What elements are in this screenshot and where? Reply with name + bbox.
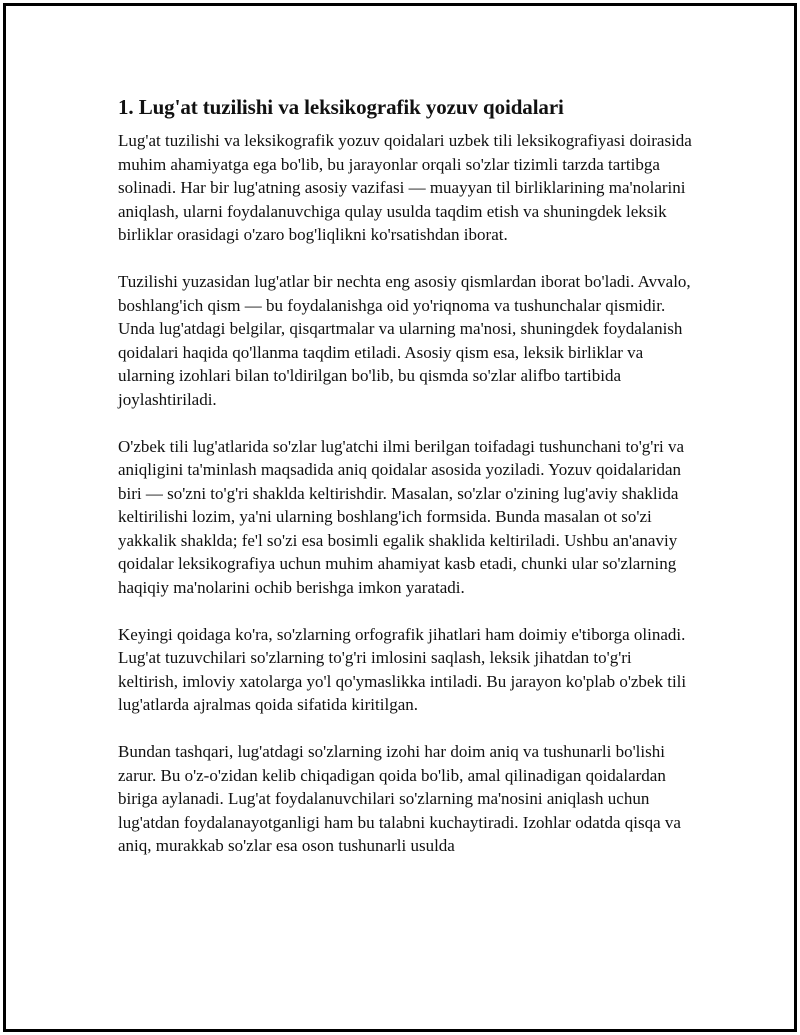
document-body xyxy=(118,94,692,881)
paragraph-2: Tuzilishi yuzasidan lug'atlar bir nechta eng asosiy qismlardan iborat bo'ladi. Avvalo, boshlang'ich qism — bu foydalanishga oid yo'riqnoma va tushunchalar qismidir. Unda lug'atdagi belgilar, qisqartmalar va ularning ma'nosi, shuningdek foydalanish qoidalari haqida qo'llanma taqdim etiladi. Asosiy qism esa, leksik birliklar va ularning izohlari bilan to'ldirilgan bo'lib, bu qismda so'zlar alifbo tartibida joylashtiriladi. xyxy=(118,272,691,409)
paragraph-5: Bundan tashqari, lug'atdagi so'zlarning izohi har doim aniq va tushunarli bo'lishi zarur. Bu o'z-o'zidan kelib chiqadigan qoida bo'lib, amal qilinadigan qoidalardan biriga aylanadi. Lug'at foydalanuvchilari so'zlarning ma'nosini aniqlash uchun lug'atdan foydalanayotganligi ham bu talabni kuchaytiradi. Izohlar odatda qisqa va aniq, murakkab so'zlar esa oson tushunarli usulda xyxy=(118,742,681,855)
paragraph-4: Keyingi qoidaga ko'ra, so'zlarning orfografik jihatlari ham doimiy e'tiborga olinadi. Lug'at tuzuvchilari so'zlarning to'g'ri imlosini saqlash, leksik jihatdan to'g'ri keltirish, imloviy xatolarga yo'l qo'ymaslikka intiladi. Bu jarayon ko'plab o'zbek tili lug'atlarda ajralmas qoida sifatida kiritilgan. xyxy=(118,624,687,714)
paragraph-3: O'zbek tili lug'atlarida so'zlar lug'atchi ilmi berilgan toifadagi tushunchani to'g'ri va aniqligini ta'minlash maqsadida aniq qoidalar asosida yoziladi. Yozuv qoidalaridan biri — so'zni to'g'ri shaklda keltirishdir. Masalan, so'zlar o'zining lug'aviy shaklida keltirilishi lozim, ya'ni ularning boshlang'ich formsida. Bunda masalan ot so'zi yakkalik shaklda; fe'l so'zi esa bosimli egalik shaklida keltiriladi. Ushbu an'anaviy qoidalar leksikografiya uchun muhim ahamiyat kasb etadi, chunki ular so'zlarning haqiqiy ma'nolarini ochib berishga imkon yaratadi. xyxy=(118,436,684,597)
paragraph-1: Lug'at tuzilishi va leksikografik yozuv qoidalari uzbek tili leksikografiyasi doirasida muhim ahamiyatga ega bo'lib, bu jarayonlar orqali so'zlar tizimli tarzda tartibga solinadi. Har bir lug'atning asosiy vazifasi — muayyan til birliklarining ma'nolarini aniqlash, ularni foydalanuvchiga qulay usulda taqdim etish va shuningdek leksik birliklar orasidagi o'zaro bog'liqlikni ko'rsatishdan iborat. xyxy=(118,131,692,244)
section-heading: 1. Lug'at tuzilishi va leksikografik yozuv qoidalari xyxy=(118,95,564,119)
